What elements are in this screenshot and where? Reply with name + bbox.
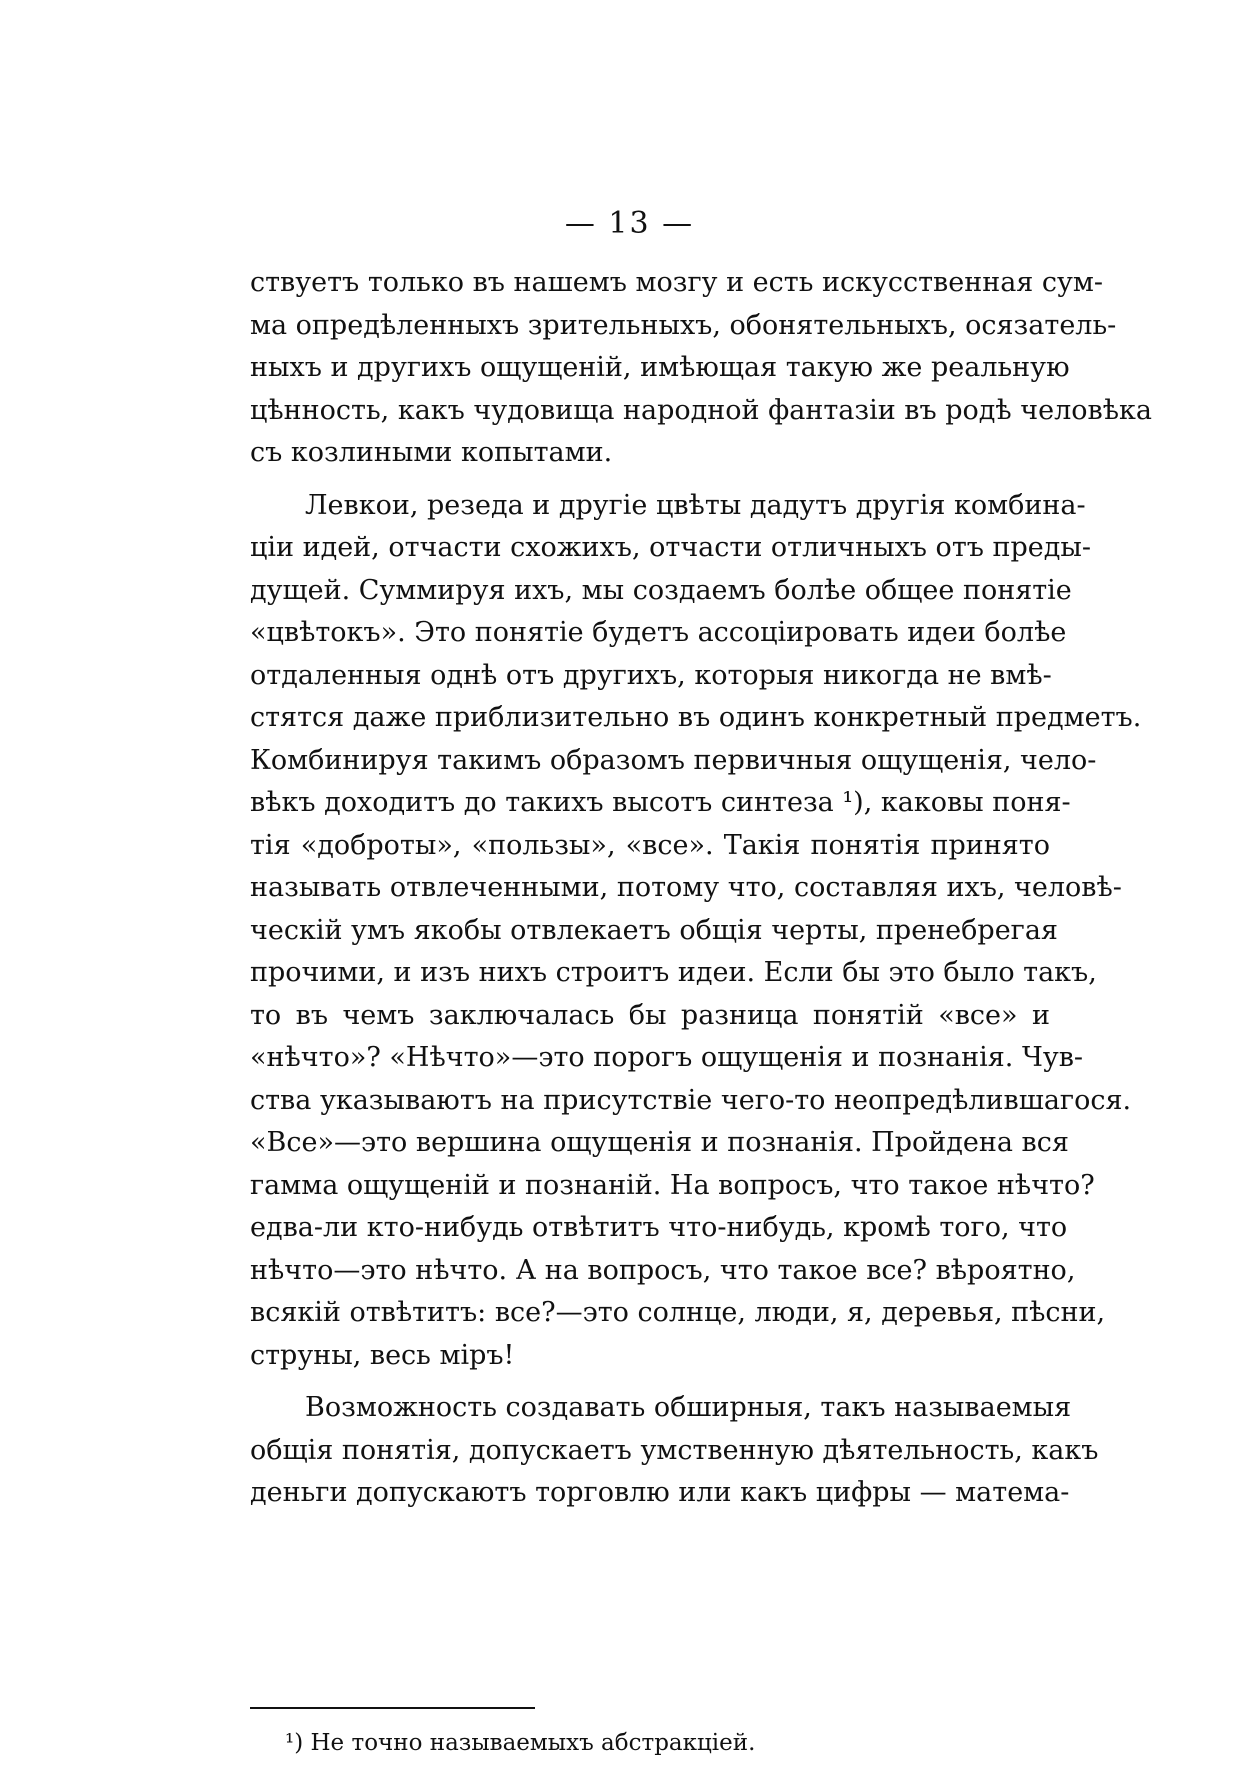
text-line: отдаленныя однѣ отъ другихъ, которыя никогда не вмѣ- — [250, 659, 1052, 691]
text-line: нѣчто—это нѣчто. А на вопросъ, что такое все? вѣроятно, — [250, 1254, 1076, 1286]
text-line: общія понятія, допускаетъ умственную дѣятельность, какъ — [250, 1434, 1099, 1466]
text-line: то въ чемъ заключалась бы разница понятій «все» и — [250, 999, 1050, 1031]
text-line: стятся даже приблизительно въ одинъ конкретный предметъ. — [250, 702, 1142, 733]
text-line: ныхъ и другихъ ощущеній, имѣющая такую же реальную — [250, 352, 1070, 383]
text-line: Комбинируя такимъ образомъ первичныя ощущенія, чело- — [250, 744, 1097, 776]
paragraph — [250, 1387, 1099, 1515]
text-line: Левкои, резеда и другіе цвѣты дадутъ другія комбина- — [305, 489, 1086, 521]
paragraph — [250, 485, 1142, 1378]
text-line: Возможность создавать обширныя, такъ называемыя — [305, 1392, 1072, 1423]
footnote: ¹) Не точно называемыхъ абстракціей. — [285, 1730, 756, 1756]
text-line: «цвѣтокъ». Это понятіе будетъ ассоціировать идеи болѣе — [250, 617, 1067, 648]
text-line: струны, весь міръ! — [250, 1339, 515, 1371]
page-number: — 13 — — [564, 206, 695, 241]
text-line: цѣнность, какъ чудовища народной фантазіи въ родѣ человѣка — [250, 394, 1152, 426]
text-line: съ козлиными копытами. — [250, 437, 613, 468]
paragraph — [250, 262, 1152, 475]
text-line: «Все»—это вершина ощущенія и познанія. Пройдена вся — [250, 1127, 1069, 1158]
text-line: называть отвлеченными, потому что, составляя ихъ, человѣ- — [250, 872, 1122, 903]
text-line: ствуетъ только въ нашемъ мозгу и есть искусственная сум- — [250, 267, 1104, 298]
text-line: едва-ли кто-нибудь отвѣтитъ что-нибудь, кромѣ того, что — [250, 1212, 1068, 1243]
text-line: гамма ощущеній и познаній. На вопросъ, что такое нѣчто? — [250, 1169, 1095, 1201]
text-line: ства указываютъ на присутствіе чего-то неопредѣлившагося. — [250, 1084, 1132, 1116]
text-line: «нѣчто»? «Нѣчто»—это порогъ ощущенія и познанія. Чув- — [250, 1042, 1084, 1073]
text-line: тія «доброты», «пользы», «все». Такія понятія принято — [250, 829, 1050, 861]
body-text — [250, 262, 1152, 1515]
footnote-divider — [250, 1707, 535, 1709]
text-line: ческій умъ якобы отвлекаетъ общія черты, пренебрегая — [250, 914, 1058, 946]
text-line: прочими, и изъ нихъ строитъ идеи. Если бы это было такъ, — [250, 957, 1097, 988]
text-line: ціи идей, отчасти схожихъ, отчасти отличныхъ отъ преды- — [250, 532, 1092, 563]
text-line: всякій отвѣтитъ: все?—это солнце, люди, я, деревья, пѣсни, — [250, 1297, 1106, 1328]
text-line: дущей. Суммируя ихъ, мы создаемъ болѣе общее понятіе — [250, 574, 1072, 606]
text-line: деньги допускаютъ торговлю или какъ цифры — матема- — [250, 1477, 1070, 1508]
text-line: вѣкъ доходитъ до такихъ высотъ синтеза ¹), каковы поня- — [250, 787, 1071, 818]
text-line: ма опредѣленныхъ зрительныхъ, обонятельныхъ, осязатель- — [250, 309, 1117, 341]
